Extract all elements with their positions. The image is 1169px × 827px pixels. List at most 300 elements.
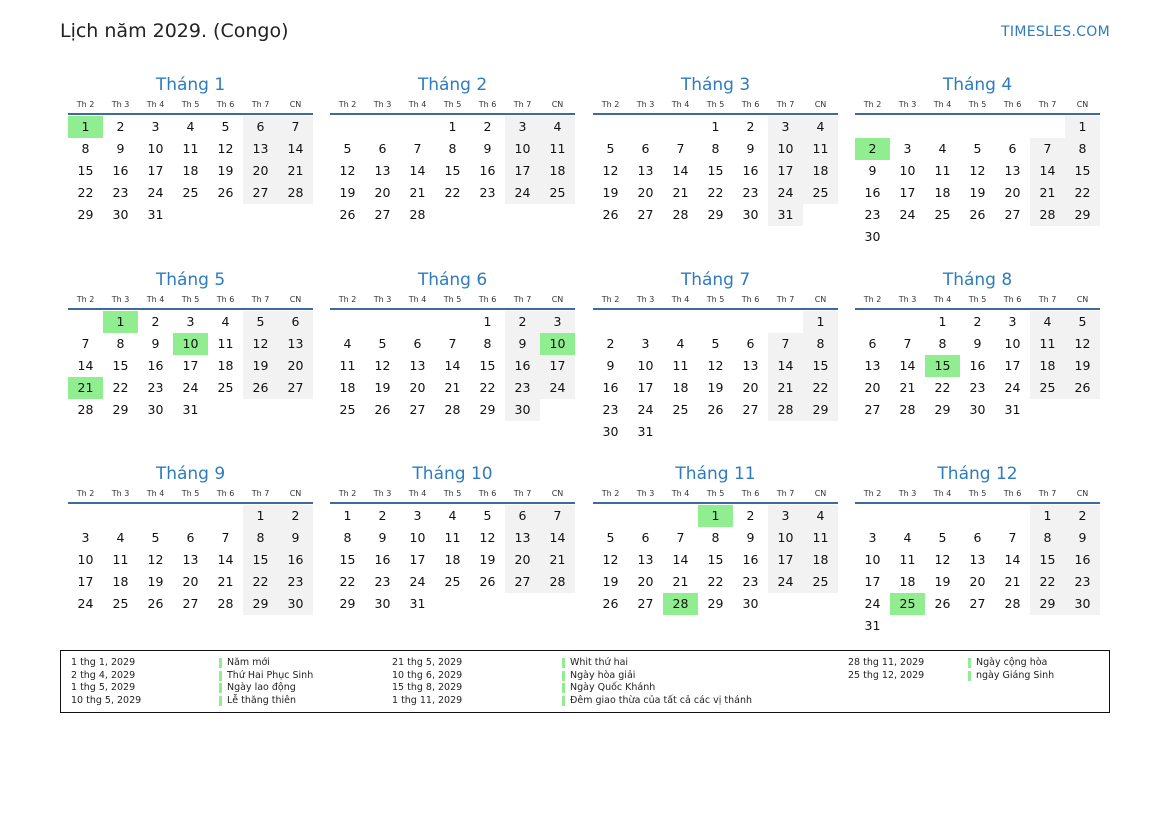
weekday-label: Th 2 [338,489,357,498]
day-cell: 21 [1030,182,1065,204]
day-cell: 9 [116,141,125,156]
weekday-label: Th 6 [216,489,235,498]
day-cell: 16 [969,358,986,373]
legend-date: 25 thg 12, 2029 [848,669,925,681]
weekday-label: Th 6 [1003,489,1022,498]
weekday-label: Th 6 [741,489,760,498]
weekday-label: Th 3 [636,295,655,304]
day-cell: 1 [938,314,947,329]
weekday-label: CN [289,100,302,109]
day-cell: 3 [540,311,575,333]
weekday-label: CN [551,295,564,304]
weekday-label: Th 6 [1003,295,1022,304]
day-cell: 4 [676,336,685,351]
day-cell: 11 [1030,333,1065,355]
day-cell: 26 [602,596,619,611]
day-cell: 8 [1065,138,1100,160]
day-cell: 29 [934,402,951,417]
day-cell: 17 [899,185,916,200]
empty-cell [995,116,1030,138]
day-cell: 15 [77,163,94,178]
day-cell: 26 [243,377,278,399]
day-cell: 18 [540,160,575,182]
legend-row [848,657,1054,670]
weekday-label: Th 3 [373,295,392,304]
empty-cell [960,116,995,138]
month-name: Tháng 3 [680,75,751,95]
day-cell: 23 [374,574,391,589]
day-cell: 15 [707,552,724,567]
weekday-label: Th 2 [76,295,95,304]
day-cell: 21 [444,380,461,395]
day-cell: 18 [934,185,951,200]
legend-marker [562,658,565,668]
day-cell: 30 [864,229,881,244]
empty-cell [330,116,365,138]
day-cell: 25 [339,402,356,417]
day-cell: 19 [217,163,234,178]
day-cell: 18 [899,574,916,589]
day-cell: 7 [676,530,685,545]
day-cell: 24 [864,596,881,611]
empty-cell [628,116,663,138]
empty-cell [68,505,103,527]
day-cell: 8 [1030,527,1065,549]
legend-marker [219,696,222,706]
day-cell: 9 [606,358,615,373]
day-cell: 2 [116,119,125,134]
month-name: Tháng 10 [412,464,493,484]
day-cell: 14 [77,358,94,373]
day-grid [593,116,838,226]
day-cell: 13 [409,358,426,373]
day-cell: 27 [637,207,654,222]
weekday-label: CN [289,295,302,304]
day-cell: 26 [969,207,986,222]
day-cell: 30 [147,402,164,417]
day-cell: 11 [540,138,575,160]
day-cell: 8 [81,141,90,156]
day-cell: 11 [803,138,838,160]
day-cell: 5 [343,141,352,156]
day-cell: 4 [803,116,838,138]
day-cell: 6 [278,311,313,333]
weekday-header [855,292,1100,310]
legend-holiday-name: Ngày cộng hòa [976,657,1048,668]
day-cell: 7 [413,141,422,156]
site-link[interactable]: TIMESLES.COM [1001,24,1110,40]
empty-cell [330,311,365,333]
day-cell: 18 [444,552,461,567]
day-cell: 1 [1030,505,1065,527]
day-cell: 30 [1065,593,1100,615]
day-cell: 8 [243,527,278,549]
weekday-label: Th 4 [146,489,165,498]
day-cell: 16 [278,549,313,571]
day-cell: 10 [147,141,164,156]
day-cell: 2 [378,508,387,523]
day-cell: 7 [1030,138,1065,160]
day-cell: 30 [742,207,759,222]
weekday-label: Th 4 [671,100,690,109]
day-cell: 10 [1004,336,1021,351]
weekday-label: Th 2 [338,100,357,109]
day-cell: 30 [374,596,391,611]
weekday-label: Th 5 [968,100,987,109]
day-cell: 11 [339,358,356,373]
empty-cell [663,505,698,527]
day-cell: 4 [448,508,457,523]
day-cell: 9 [973,336,982,351]
weekday-label: Th 7 [1038,489,1057,498]
day-cell: 1 [448,119,457,134]
day-cell: 5 [973,141,982,156]
day-cell: 16 [112,163,129,178]
weekday-label: Th 3 [373,100,392,109]
day-cell: 15 [1030,549,1065,571]
day-cell: 24 [637,402,654,417]
legend-row [392,682,752,695]
legend-date: 1 thg 5, 2029 [71,682,136,693]
day-cell: 6 [243,116,278,138]
day-cell: 27 [505,571,540,593]
empty-cell [733,311,768,333]
empty-cell [855,116,890,138]
day-cell: 26 [147,596,164,611]
day-cell: 31 [409,596,426,611]
day-cell: 2 [151,314,160,329]
empty-cell [365,311,400,333]
day-grid [593,311,838,443]
weekday-label: Th 7 [513,100,532,109]
day-cell: 25 [444,574,461,589]
weekday-label: Th 4 [408,100,427,109]
empty-cell [103,505,138,527]
day-cell: 13 [505,527,540,549]
month-11 [593,462,838,615]
day-cell: 28 [540,571,575,593]
empty-cell [593,116,628,138]
weekday-label: Th 5 [706,295,725,304]
day-cell: 12 [602,552,619,567]
day-cell: 24 [147,185,164,200]
day-cell: 13 [374,163,391,178]
day-cell: 18 [182,163,199,178]
holiday-day-cell: 21 [68,377,103,399]
day-cell: 19 [1065,355,1100,377]
month-name: Tháng 8 [942,270,1013,290]
weekday-label: Th 5 [706,100,725,109]
day-cell: 17 [768,160,803,182]
weekday-header [593,97,838,115]
day-cell: 19 [339,185,356,200]
day-cell: 12 [1065,333,1100,355]
legend-holiday-name: Ngày Quốc Khánh [570,682,656,693]
day-cell: 12 [969,163,986,178]
day-cell: 20 [742,380,759,395]
day-cell: 19 [602,574,619,589]
day-cell: 7 [81,336,90,351]
day-cell: 5 [221,119,230,134]
weekday-header [593,292,838,310]
legend-marker [562,696,565,706]
day-cell: 16 [602,380,619,395]
day-cell: 26 [934,596,951,611]
weekday-header [330,292,575,310]
day-cell: 8 [448,141,457,156]
empty-cell [925,116,960,138]
day-cell: 3 [186,314,195,329]
weekday-header [68,97,313,115]
day-cell: 7 [768,333,803,355]
legend-row [392,657,752,670]
empty-cell [890,116,925,138]
weekday-label: Th 5 [181,100,200,109]
legend-row [71,695,313,708]
month-7 [593,268,838,443]
day-cell: 15 [444,163,461,178]
month-name: Tháng 1 [155,75,226,95]
day-cell: 17 [505,160,540,182]
day-cell: 20 [243,160,278,182]
day-cell: 10 [768,138,803,160]
day-grid [330,116,575,226]
day-cell: 6 [746,336,755,351]
day-cell: 23 [742,185,759,200]
month-1 [68,73,313,226]
day-cell: 12 [479,530,496,545]
day-cell: 17 [77,574,94,589]
day-cell: 4 [540,116,575,138]
day-cell: 20 [278,355,313,377]
day-cell: 5 [606,530,615,545]
day-cell: 28 [1004,596,1021,611]
day-cell: 12 [243,333,278,355]
legend-date: 10 thg 6, 2029 [392,669,463,681]
legend-row [392,695,752,708]
day-cell: 17 [540,355,575,377]
weekday-label: Th 7 [776,100,795,109]
day-cell: 11 [217,336,234,351]
weekday-label: Th 3 [636,100,655,109]
day-cell: 22 [1065,182,1100,204]
weekday-header [68,292,313,310]
day-cell: 1 [803,311,838,333]
day-cell: 21 [672,185,689,200]
day-cell: 22 [77,185,94,200]
day-cell: 7 [448,336,457,351]
holiday-day-cell: 10 [540,333,575,355]
day-cell: 29 [803,399,838,421]
weekday-label: Th 6 [478,295,497,304]
day-cell: 6 [973,530,982,545]
day-cell: 20 [864,380,881,395]
day-cell: 18 [803,160,838,182]
month-10 [330,462,575,615]
weekday-label: Th 6 [216,100,235,109]
day-cell: 28 [672,207,689,222]
day-cell: 23 [147,380,164,395]
day-cell: 8 [803,333,838,355]
day-cell: 29 [707,207,724,222]
weekday-header [855,486,1100,504]
month-9 [68,462,313,615]
day-cell: 3 [903,141,912,156]
day-cell: 27 [243,182,278,204]
day-cell: 20 [637,574,654,589]
weekday-label: Th 7 [1038,295,1057,304]
day-cell: 23 [969,380,986,395]
empty-cell [593,311,628,333]
weekday-label: Th 4 [408,489,427,498]
weekday-label: Th 2 [601,489,620,498]
day-cell: 11 [672,358,689,373]
day-cell: 27 [637,596,654,611]
day-cell: 5 [243,311,278,333]
day-cell: 23 [112,185,129,200]
empty-cell [593,505,628,527]
empty-cell [208,505,243,527]
page-title: Lịch năm 2029. (Congo) [60,20,289,42]
day-cell: 19 [602,185,619,200]
day-cell: 3 [151,119,160,134]
day-cell: 11 [444,530,461,545]
day-cell: 22 [707,574,724,589]
day-cell: 18 [1030,355,1065,377]
day-cell: 11 [803,527,838,549]
day-cell: 24 [1004,380,1021,395]
day-cell: 31 [768,204,803,226]
day-cell: 19 [374,380,391,395]
day-cell: 20 [182,574,199,589]
empty-cell [365,116,400,138]
month-name: Tháng 4 [942,75,1013,95]
empty-cell [628,505,663,527]
legend-row [71,657,313,670]
day-cell: 21 [278,160,313,182]
weekday-label: Th 5 [968,489,987,498]
legend-date: 21 thg 5, 2029 [392,657,463,668]
day-cell: 19 [147,574,164,589]
day-cell: 26 [1065,377,1100,399]
day-cell: 12 [147,552,164,567]
weekday-label: Th 6 [216,295,235,304]
day-cell: 17 [768,549,803,571]
empty-cell [138,505,173,527]
holiday-day-cell: 2 [855,138,890,160]
day-cell: 8 [483,336,492,351]
day-cell: 3 [505,116,540,138]
legend-holiday-name: ngày Giáng Sinh [976,669,1055,681]
day-cell: 6 [868,336,877,351]
day-cell: 9 [746,141,755,156]
day-cell: 26 [602,207,619,222]
day-cell: 7 [540,505,575,527]
weekday-label: Th 4 [933,100,952,109]
weekday-label: CN [551,489,564,498]
day-cell: 17 [637,380,654,395]
weekday-label: Th 2 [601,295,620,304]
day-cell: 3 [641,336,650,351]
day-cell: 10 [768,527,803,549]
empty-cell [855,311,890,333]
day-grid [68,116,313,226]
day-cell: 13 [969,552,986,567]
weekday-label: Th 3 [111,100,130,109]
day-cell: 29 [77,207,94,222]
weekday-label: Th 3 [111,295,130,304]
legend-row [848,670,1054,683]
day-cell: 24 [77,596,94,611]
holiday-day-cell: 28 [663,593,698,615]
day-cell: 21 [768,377,803,399]
empty-cell [698,311,733,333]
day-cell: 27 [278,377,313,399]
day-cell: 20 [637,185,654,200]
day-cell: 22 [243,571,278,593]
day-cell: 21 [540,549,575,571]
holiday-day-cell: 1 [68,116,103,138]
day-cell: 23 [864,207,881,222]
day-cell: 2 [746,119,755,134]
day-cell: 24 [540,377,575,399]
day-cell: 31 [864,618,881,633]
day-cell: 22 [934,380,951,395]
legend-date: 1 thg 11, 2029 [392,694,463,706]
day-cell: 5 [711,336,720,351]
day-cell: 24 [768,571,803,593]
weekday-label: Th 6 [741,295,760,304]
day-cell: 3 [81,530,90,545]
day-cell: 8 [711,530,720,545]
day-cell: 1 [343,508,352,523]
month-name: Tháng 7 [680,270,751,290]
weekday-label: Th 2 [338,295,357,304]
day-cell: 5 [1065,311,1100,333]
day-cell: 12 [707,358,724,373]
day-cell: 14 [672,163,689,178]
day-cell: 22 [479,380,496,395]
day-cell: 28 [409,207,426,222]
day-cell: 16 [479,163,496,178]
weekday-label: Th 7 [1038,100,1057,109]
weekday-label: CN [814,489,827,498]
day-cell: 27 [742,402,759,417]
day-cell: 2 [973,314,982,329]
day-cell: 30 [112,207,129,222]
day-cell: 12 [339,163,356,178]
day-cell: 16 [1065,549,1100,571]
month-3 [593,73,838,226]
day-cell: 21 [899,380,916,395]
empty-cell [173,505,208,527]
day-cell: 23 [602,402,619,417]
month-4 [855,73,1100,248]
month-name: Tháng 9 [155,464,226,484]
day-cell: 22 [707,185,724,200]
day-cell: 16 [864,185,881,200]
empty-cell [628,311,663,333]
day-cell: 7 [278,116,313,138]
weekday-label: Th 3 [898,100,917,109]
weekday-label: Th 7 [513,489,532,498]
day-cell: 20 [1004,185,1021,200]
legend-holiday-name: Năm mới [227,657,270,668]
day-cell: 25 [672,402,689,417]
day-cell: 8 [116,336,125,351]
day-cell: 21 [1004,574,1021,589]
day-cell: 11 [899,552,916,567]
